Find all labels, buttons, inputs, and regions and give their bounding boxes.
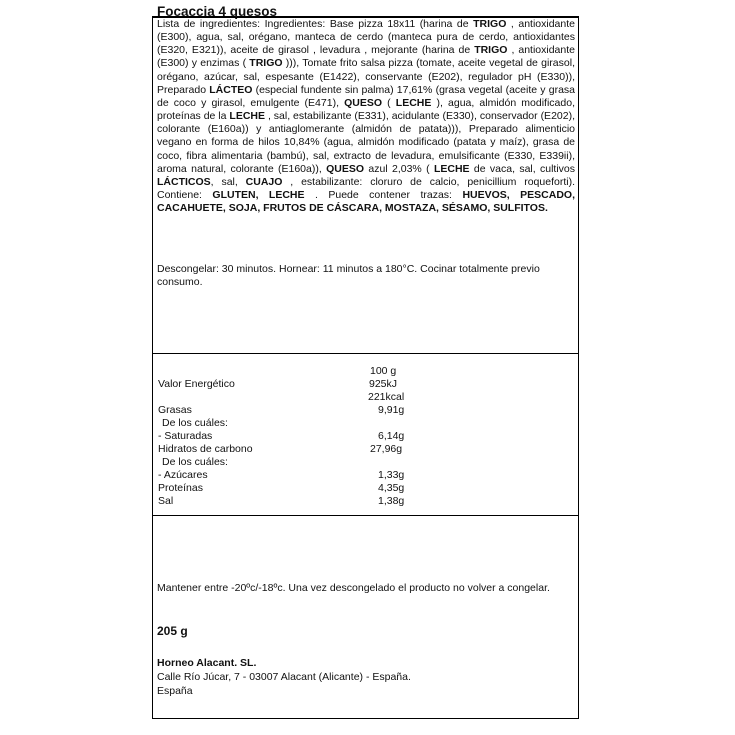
nutrition-label: Proteínas — [158, 482, 203, 494]
allergen-text: LECHE — [433, 162, 470, 175]
nutrition-label: De los cuáles: — [162, 417, 228, 429]
preparation-instructions: Descongelar: 30 minutos. Hornear: 11 minutos a 180°C. Cocinar totalmente previo consumo. — [157, 263, 540, 289]
ingredient-text: de vaca, sal, cultivos — [469, 162, 576, 175]
allergen-text: QUESO — [344, 96, 383, 109]
ingredient-text: , sal, estabilizante (E331), acidulante (E330), conservador (E202), colorante (E160a)) y antiaglomerante (almidón de patata))), Preparado alimenticio vegano en forma de hilos 10,84% (agua, almidón modificado (patata y maíz), grasa de coco, fibra alimentaria (bambú), sal, extracto de levadura, emulsificante (E330, E339ii), aroma natural, colorante (E160a)), — [157, 110, 575, 175]
allergen-text: HUEVOS, PESCADO, CACAHUETE, SOJA, FRUTOS DE CÁSCARA, MOSTAZA, SÉSAMO, SULFITOS. — [157, 189, 575, 215]
nutrition-divider-bottom — [153, 515, 578, 516]
ingredient-text: , sal, — [210, 175, 246, 188]
ingredient-text: ))), Tomate frito salsa pizza (tomate, aceite vegetal de girasol, orégano, azúcar, sal, espesante (E1422), conservante (E202), regulador pH (E330)), Preparado — [157, 57, 575, 96]
allergen-text: LECHE — [229, 110, 266, 123]
ingredient-text: , antioxidante (E300), agua, sal, orégano, manteca de cerdo (manteca pura de cerdo, antioxidantes (E320, E321)), aceite de girasol , levadura , mejorante (harina de — [157, 18, 575, 57]
nutrition-label: Valor Energético — [158, 378, 235, 390]
ingredient-text: Lista de ingredientes: Ingredientes: Base pizza 18x11 (harina de — [157, 18, 474, 30]
company-name: Horneo Alacant. SL. — [157, 657, 257, 669]
ingredient-text: (especial fundente sin palma) 17,61% (grasa vegetal (aceite y grasa de coco y girasol, emulgente (E471), — [157, 83, 575, 109]
allergen-text: LECHE — [395, 96, 432, 109]
nutrition-value: 4,35g — [378, 482, 405, 494]
ingredient-text: ( — [382, 96, 396, 109]
nutrition-value: 1,38g — [378, 495, 405, 507]
nutrition-value: 925kJ — [369, 378, 398, 390]
allergen-text: LÁCTEO — [209, 83, 253, 96]
company-country: España — [157, 684, 193, 697]
nutrition-label: Hidratos de carbono — [158, 443, 253, 455]
allergen-text: QUESO — [326, 162, 365, 175]
nutrition-divider-top — [153, 353, 578, 354]
ingredient-text: ), agua, almidón modificado, proteínas de la — [157, 96, 575, 123]
company-address: Calle Río Júcar, 7 - 03007 Alacant (Alicante) - España. — [157, 671, 411, 683]
nutrition-label: De los cuáles: — [162, 456, 228, 468]
nutrition-value: 6,14g — [378, 430, 405, 442]
allergen-text: CUAJO — [245, 175, 283, 188]
nutrition-value: 27,96g — [370, 443, 403, 455]
nutrition-label: - Saturadas — [158, 430, 213, 442]
nutrition-value: 221kcal — [368, 391, 405, 403]
allergen-text: GLUTEN, LECHE — [212, 189, 305, 202]
nutrition-value: 9,91g — [378, 404, 405, 416]
ingredient-text: azul 2,03% ( — [364, 162, 434, 175]
allergen-text: TRIGO — [249, 57, 283, 70]
nutrition-label: Grasas — [158, 404, 192, 416]
nutrition-label: Sal — [158, 495, 174, 507]
ingredient-text: , estabilizante: cloruro de calcio, penicillium roqueforti). Contiene: — [157, 175, 575, 202]
net-weight: 205 g — [157, 624, 188, 638]
nutrition-header: 100 g — [370, 365, 397, 377]
product-title: Focaccia 4 quesos — [157, 4, 278, 19]
ingredient-text: , antioxidante (E300) y enzimas ( — [157, 44, 575, 70]
nutrition-label: - Azúcares — [158, 469, 208, 481]
nutrition-value: 1,33g — [378, 469, 405, 481]
allergen-text: TRIGO — [474, 44, 508, 57]
company-address-block — [157, 671, 411, 698]
ingredient-text: . Puede contener trazas: — [304, 189, 463, 202]
storage-instructions: Mantener entre -20ºc/-18ºc. Una vez descongelado el producto no volver a congelar. — [157, 582, 550, 594]
allergen-text: TRIGO — [473, 18, 507, 30]
allergen-text: LÁCTICOS — [157, 175, 211, 188]
